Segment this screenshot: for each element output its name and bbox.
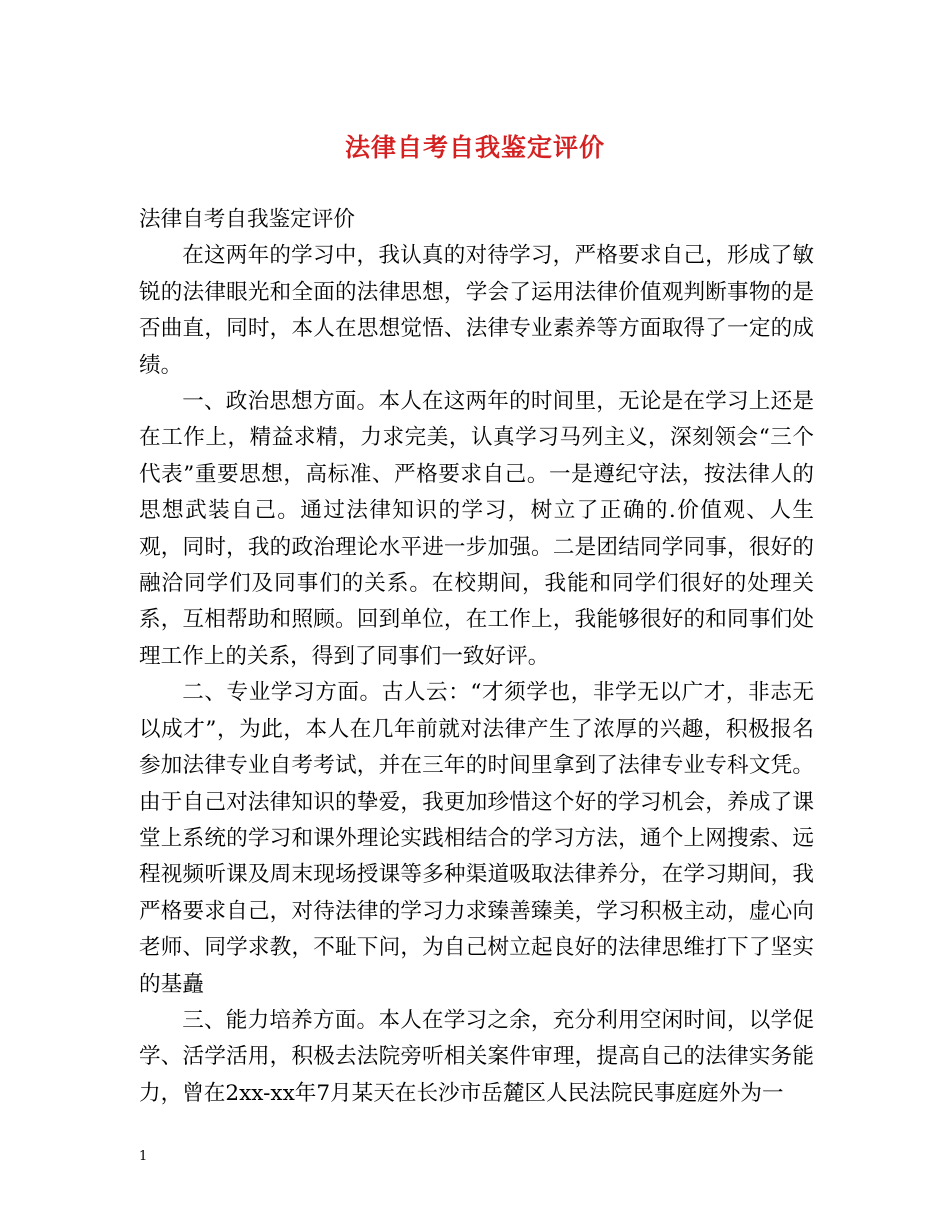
- document-title: 法律自考自我鉴定评价: [344, 133, 605, 162]
- document-body: [139, 202, 814, 1112]
- paragraph-professional-study: 二、专业学习方面。古人云：“才须学也，非学无以广才，非志无以成才”，为此，本人在几年前就对法律产生了浓厚的兴趣，积极报名参加法律专业自考考试，并在三年的时间里拿到了法律专业专科文凭。由于自己对法律知识的挚爱，我更加珍惜这个好的学习机会，养成了课堂上系统的学习和课外理论实践相结合的学习方法，通个上网搜索、远程视频听课及周末现场授课等多种渠道吸取法律养分，在学习期间，我严格要求自己，对待法律的学习力求臻善臻美，学习积极主动，虚心向老师、同学求教，不耻下问，为自己树立起良好的法律思维打下了坚实的基矗: [139, 680, 814, 997]
- paragraph-political-thought: 一、政治思想方面。本人在这两年的时间里，无论是在学习上还是在工作上，精益求精，力求完美，认真学习马列主义，深刻领会“三个代表”重要思想，高标准、严格要求自己。一是遵纪守法，按法律人的思想武装自己。通过法律知识的学习，树立了正确的.价值观、人生观，同时，我的政治理论水平进一步加强。二是团结同学同事，很好的融洽同学们及同事们的关系。在校期间，我能和同学们很好的处理关系，互相帮助和照顾。回到单位，在工作上，我能够很好的和同事们处理工作上的关系，得到了同事们一致好评。: [139, 389, 814, 669]
- page-number: 1: [139, 1149, 148, 1164]
- document-subtitle: 法律自考自我鉴定评价: [139, 207, 355, 232]
- paragraph-intro: 在这两年的学习中，我认真的对待学习，严格要求自己，形成了敏锐的法律眼光和全面的法律思想，学会了运用法律价值观判断事物的是否曲直，同时，本人在思想觉悟、法律专业素养等方面取得了一定的成绩。: [139, 243, 814, 378]
- paragraph-ability-training: 三、能力培养方面。本人在学习之余，充分利用空闲时间，以学促学、活学活用，积极去法院旁听相关案件审理，提高自己的法律实务能力，曾在2xx-xx年7月某天在长沙市岳麓区人民法院民事庭庭外为一: [139, 1007, 814, 1106]
